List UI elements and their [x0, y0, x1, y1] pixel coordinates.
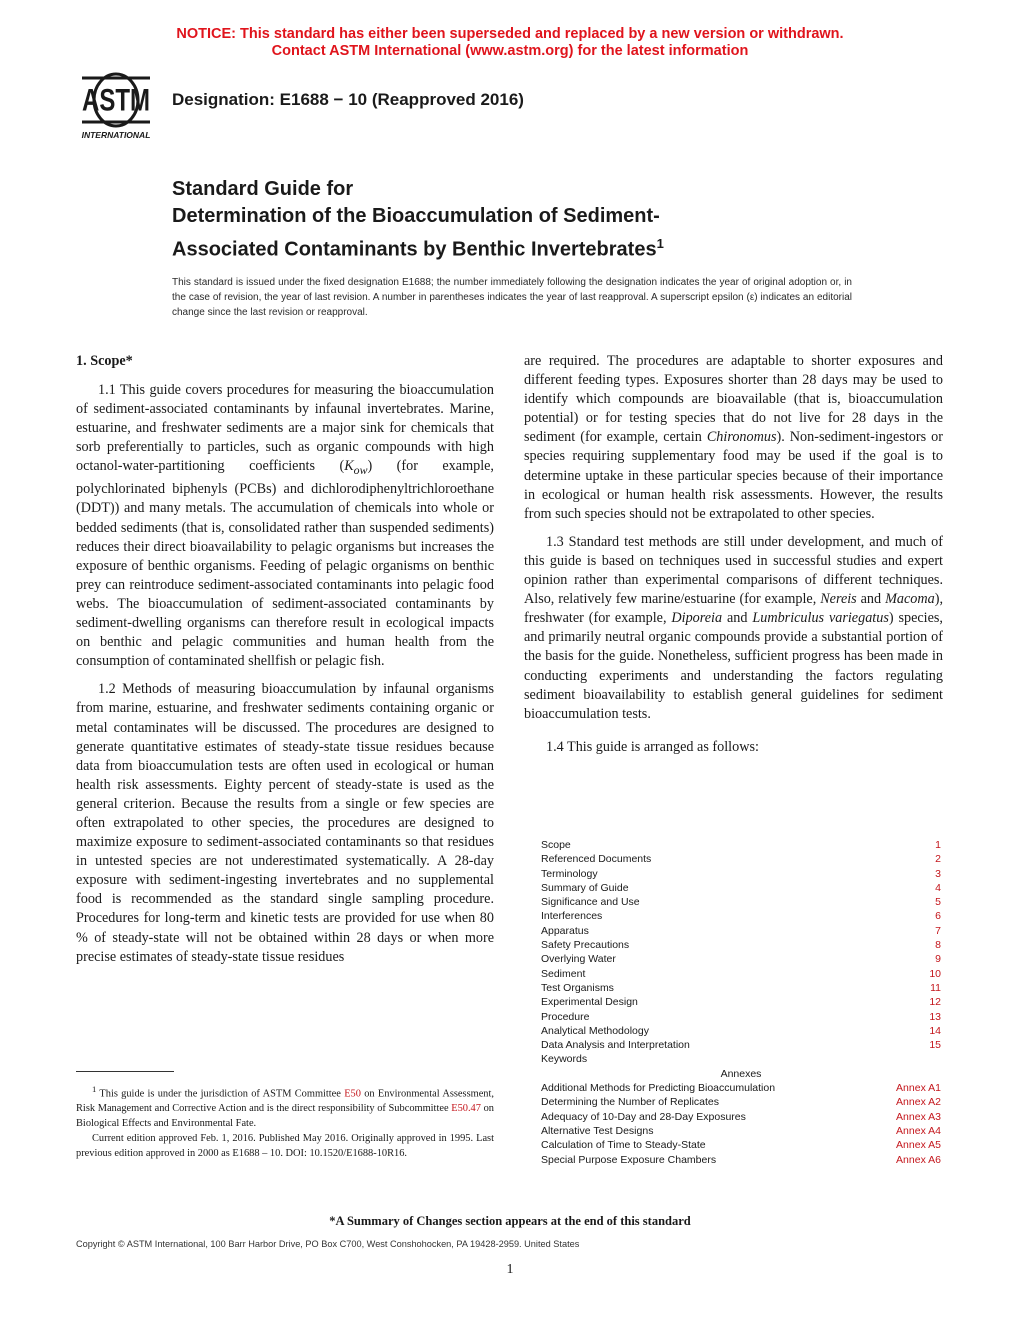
species-diporeia: Diporeia [671, 610, 723, 627]
kow-symbol [344, 458, 368, 478]
paragraph-1-3-part-a: 1.3 Standard test methods are still under development, and much of this guide is based on techniques used in successful studies and expert opinion rather than experimental comparisons of different techniques. Also, relatively few marine/estuarine (for example, [524, 533, 943, 608]
footnote-mark: 1 [92, 1084, 97, 1094]
paragraph-1-1-part-b: ) (for example, polychlorinated biphenyls (PCBs) and dichlorodiphenyltrichloroethane (DDT)) and many metals. The accumulation of chemicals into whole or bedded sediments (that is, consolidated rather than suspended sediments) reduces their direct bioavailability to pelagic organisms but increases the exposure of benthic organisms. Feeding of pelagic organisms on benthic prey can reintroduce sediment-associated contaminants into pelagic food webs. The bioaccumulation of sediment-associated contaminants by sediment-dwelling organisms can therefore result in ecological impacts on benthic and pelagic communities and human health from the consumption of contaminated shellfish or pelagic fish. [76, 458, 494, 670]
toc-label: Apparatus [541, 924, 589, 937]
toc-label: Overlying Water [541, 953, 616, 966]
toc-row[interactable] [541, 867, 941, 881]
toc-annex-row[interactable] [541, 1138, 941, 1152]
toc-label: Safety Precautions [541, 939, 630, 952]
toc-number: 5 [935, 896, 941, 909]
toc-number: 7 [935, 924, 941, 937]
toc-label: Terminology [541, 867, 598, 880]
toc-label: Experimental Design [541, 996, 638, 1009]
summary-of-changes-note: *A Summary of Changes section appears at the end of this standard [329, 1214, 691, 1228]
toc-row[interactable] [541, 938, 941, 952]
title-line-1: Standard Guide for [172, 178, 354, 200]
toc-number: 11 [930, 981, 941, 994]
toc-label: Interferences [541, 910, 603, 923]
toc-annex-row[interactable] [541, 1124, 941, 1138]
toc-row[interactable] [541, 967, 941, 981]
toc-number: Annex A4 [896, 1124, 941, 1137]
paragraph-1-2-cont-b: ). Non-sediment-ingestors or species requiring supplementary food may be used if the goal is to determine uptake in these particular species because of their importance in ecological or human health risk assessments. However, the results from such species should not be extrapolated to other species. [524, 429, 943, 522]
toc-number: 13 [929, 1010, 941, 1023]
toc-row[interactable] [541, 924, 941, 938]
svg-text:ASTM: ASTM [82, 82, 150, 118]
toc-number: Annex A2 [896, 1096, 941, 1109]
toc-number: 10 [929, 967, 941, 980]
toc-label: Referenced Documents [541, 853, 652, 866]
toc-label: Data Analysis and Interpretation [541, 1039, 690, 1052]
toc-row[interactable] [541, 1038, 941, 1052]
title-line-2: Determination of the Bioaccumulation of Sediment- [172, 205, 660, 227]
withdrawal-notice [0, 26, 1020, 60]
toc-label: Test Organisms [541, 981, 614, 994]
toc-number: 15 [929, 1039, 941, 1052]
left-column [76, 352, 494, 976]
toc-number: 4 [935, 881, 941, 894]
title-footnote-mark: 1 [656, 236, 664, 251]
subcommittee-e50-47-link[interactable]: E50.47 [451, 1103, 481, 1115]
toc-row[interactable] [541, 838, 941, 852]
footnote-edition: Current edition approved Feb. 1, 2016. Published May 2016. Originally approved in 1995. Last previous edition approved in 2000 as E1688 – 10. DOI: 10.1520/E1688-10R16. [76, 1133, 494, 1160]
right-column [524, 352, 943, 766]
toc-row[interactable] [541, 852, 941, 866]
paragraph-1-2: 1.2 Methods of measuring bioaccumulation by infaunal organisms from marine, estuarine, and freshwater sediments containing organic or metal contaminates will be discussed. The procedures are designed to generate quantitative estimates of steady-state tissue residues because data from bioaccumulation tests are often used in ecological or human health risk assessments. Eighty percent of steady-state is used as the general criterion. Because the results from a single or few species are often extrapolated to other species, the procedures are designed to maximize exposure to sediment-associated contaminants so that residues in untested species are not underestimated systematically. A 28-day exposure with sediment-ingesting invertebrates and no supplemental food is recommended as the standard single sampling procedure. Procedures for long-term and kinetic tests are provided for use when 80 % of steady-state will not be obtained within 28 days or when more precise estimates of steady-state tissue residues [76, 681, 494, 965]
footnote-text-1: This guide is under the jurisdiction of ASTM Committee [96, 1088, 345, 1100]
paragraph-1-1-part-a: 1.1 This guide covers procedures for measuring the bioaccumulation of sediment-associated contaminants by infaunal invertebrates. Marine, estuarine, and freshwater sediments are a major sink for chemicals that sorb preferentially to particles, such as organic compounds with high octanol-water-partitioning coefficients ( [76, 382, 494, 475]
toc-number: Annex A1 [896, 1082, 941, 1095]
paragraph-1-3-part-c: ) species, and primarily neutral organic compounds provide a substantial portion of the basis for the guide. Nonetheless, sufficient progress has been made in conducting experiments and understanding the factors regulating sediment bioavailability to establish general guidelines for sediment bioaccumulation tests. [524, 610, 943, 722]
toc-annex-row[interactable] [541, 1110, 941, 1124]
species-chironomus: Chironomus [706, 429, 777, 446]
paragraph-1-2-continued [524, 352, 943, 524]
notice-line-2: Contact ASTM International (www.astm.org) for the latest information [271, 43, 749, 59]
astm-logo [72, 70, 160, 144]
toc-row[interactable] [541, 1052, 941, 1066]
footnote-divider [76, 1071, 174, 1072]
conjunction-and-2: and [722, 610, 753, 627]
toc-row[interactable] [541, 1024, 941, 1038]
toc-label: Scope [541, 839, 571, 851]
toc-label: Determining the Number of Replicates [541, 1096, 719, 1109]
toc-label: Special Purpose Exposure Chambers [541, 1153, 717, 1166]
toc-label: Summary of Guide [541, 881, 629, 894]
toc-number: 3 [935, 867, 941, 880]
paragraph-1-2-cont-a: are required. The procedures are adaptable to shorter exposures and different feeding types. Exposures shorter than 28 days may be used to identify which compounds are bioavailable (that is, bioaccumulation potential) or for testing species that do not live for 28 days in the sediment (for example, certain [524, 353, 943, 446]
copyright: Copyright © ASTM International, 100 Barr Harbor Drive, PO Box C700, West Conshohocken, PA 19428-2959. United States [76, 1239, 580, 1249]
toc-annex-row[interactable] [541, 1081, 941, 1095]
paragraph-1-4: 1.4 This guide is arranged as follows: [546, 738, 759, 755]
toc-number: 1 [935, 839, 941, 851]
species-nereis: Nereis [820, 591, 857, 608]
designation: Designation: E1688 − 10 (Reapproved 2016) [172, 90, 524, 109]
species-lumbriculus: Lumbriculus variegatus [752, 610, 889, 627]
svg-text:INTERNATIONAL: INTERNATIONAL [81, 130, 151, 140]
toc-row[interactable] [541, 895, 941, 909]
kow-k: K [344, 458, 354, 475]
paragraph-1-3 [524, 533, 943, 724]
document-title [172, 176, 664, 264]
toc-annex-row[interactable] [541, 1153, 941, 1167]
footnote-text-2: on Environmental Assessment, Risk Management and Corrective Action and is the direct responsibility of Subcommittee [76, 1088, 494, 1115]
title-line-3 [172, 230, 664, 264]
toc-label: Procedure [541, 1010, 590, 1023]
toc-row[interactable] [541, 995, 941, 1009]
title-line-3-text: Associated Contaminants by Benthic Invertebrates [172, 238, 657, 261]
conjunction-and-1: and [856, 591, 886, 608]
toc-annexes-heading: Annexes [720, 1067, 762, 1080]
toc-number: Annex A6 [896, 1153, 941, 1166]
toc-number: Annex A3 [896, 1110, 941, 1123]
toc-number: 9 [935, 953, 941, 966]
toc-row[interactable] [541, 952, 941, 966]
table-of-contents [541, 838, 941, 1167]
toc-sections [541, 838, 941, 1067]
committee-e50-link[interactable]: E50 [344, 1088, 361, 1100]
toc-label: Significance and Use [541, 896, 640, 909]
toc-number: 2 [935, 853, 941, 866]
toc-label: Analytical Methodology [541, 1024, 649, 1037]
issued-note: This standard is issued under the fixed designation E1688; the number immediately following the designation indicates the year of original adoption or, in the case of revision, the year of last revision. A number in parentheses indicates the year of last reapproval. A superscript epsilon (ε) indicates an editorial change since the last revision or reapproval. [172, 277, 852, 318]
toc-number: 14 [929, 1024, 941, 1037]
toc-row[interactable] [541, 881, 941, 895]
page-number: 1 [506, 1262, 514, 1277]
toc-annexes [541, 1081, 941, 1167]
toc-number: 12 [929, 996, 941, 1009]
paragraph-1-1 [76, 381, 494, 671]
section-heading: 1. Scope* [76, 353, 133, 369]
footnote-text-3: on Biological Effects and Environmental Fate. [76, 1103, 494, 1130]
toc-row[interactable] [541, 981, 941, 995]
toc-number: 8 [935, 939, 941, 952]
kow-subscript: ow [353, 463, 368, 478]
footnote-jurisdiction [76, 1082, 494, 1131]
paragraph-1-3-part-b: ), freshwater (for example, [524, 591, 943, 627]
toc-number: Annex A5 [896, 1139, 941, 1152]
toc-row[interactable] [541, 1010, 941, 1024]
species-macoma: Macoma [885, 591, 935, 608]
toc-row[interactable] [541, 909, 941, 923]
toc-label: Sediment [541, 967, 586, 980]
toc-number: 6 [935, 910, 941, 923]
astm-logo-graphic [72, 70, 160, 144]
toc-label: Keywords [541, 1053, 588, 1066]
toc-label: Alternative Test Designs [541, 1124, 654, 1137]
toc-annex-row[interactable] [541, 1095, 941, 1109]
notice-line-1: NOTICE: This standard has either been superseded and replaced by a new version or withdrawn. [176, 26, 844, 42]
footnote [76, 1082, 494, 1161]
toc-label: Adequacy of 10-Day and 28-Day Exposures [541, 1110, 746, 1123]
toc-label: Additional Methods for Predicting Bioaccumulation [541, 1082, 776, 1095]
toc-label: Calculation of Time to Steady-State [541, 1139, 706, 1152]
